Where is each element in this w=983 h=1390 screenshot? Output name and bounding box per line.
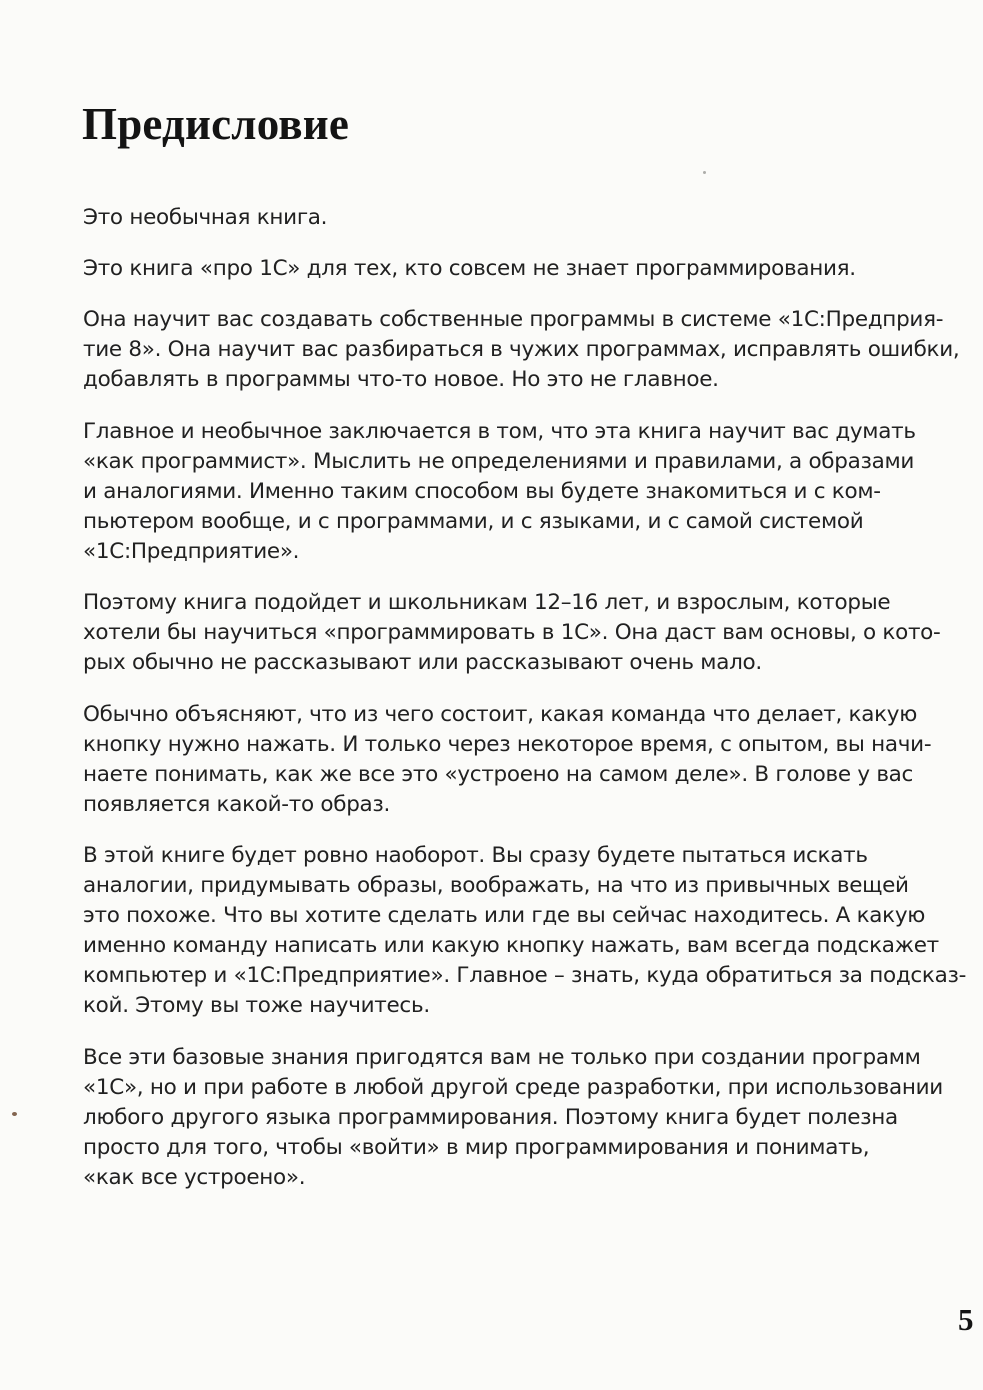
text-line: Она научит вас создавать собственные программы в системе «1С:Предприя- (83, 307, 944, 332)
paragraph (83, 254, 953, 284)
text-line: Это книга «про 1С» для тех, кто совсем не знает программирования. (83, 256, 856, 281)
paragraph (83, 203, 953, 233)
text-line: это похоже. Что вы хотите сделать или где вы сейчас находитесь. А какую (83, 903, 926, 928)
text-line: Обычно объясняют, что из чего состоит, какая команда что делает, какую (83, 701, 918, 727)
text-line: хотели бы научиться «программировать в 1С». Она даст вам основы, о кото- (83, 620, 941, 645)
text-line: «1С:Предприятие». (83, 538, 300, 564)
text-line: Это необычная книга. (83, 205, 328, 230)
text-line: Все эти базовые знания пригодятся вам не только при создании программ (83, 1044, 921, 1070)
text-line: Главное и необычное заключается в том, что эта книга научит вас думать (83, 418, 916, 444)
text-line: рых обычно не рассказывают или рассказывают очень мало. (83, 650, 762, 675)
text-line: именно команду написать или какую кнопку нажать, вам всегда подскажет (83, 933, 939, 958)
text-line: добавлять в программы что-то новое. Но это не главное. (83, 367, 719, 392)
text-line: «как программист». Мыслить не определениями и правилами, а образами (83, 448, 915, 474)
text-line: появляется какой-то образ. (83, 791, 391, 817)
text-line: «1С», но и при работе в любой другой среде разработки, при использовании (83, 1074, 943, 1100)
body-text (83, 203, 967, 1214)
text-line: любого другого языка программирования. Поэтому книга будет полезна (83, 1104, 898, 1130)
text-line: «как все устроено». (83, 1164, 306, 1190)
text-line: Поэтому книга подойдет и школьникам 12–16 лет, и взрослым, которые (83, 590, 891, 615)
text-line: пьютером вообще, и с программами, и с языками, и с самой системой (83, 508, 864, 534)
page-title: Предисловие (82, 99, 350, 149)
scan-speck (12, 1112, 17, 1116)
text-line: наете понимать, как же все это «устроено на самом деле». В голове у вас (83, 761, 914, 787)
scan-speck (703, 171, 706, 174)
text-line: В этой книге будет ровно наоборот. Вы сразу будете пытаться искать (83, 843, 868, 868)
text-line: компьютер и «1С:Предприятие». Главное – знать, куда обратиться за подсказ- (83, 963, 967, 988)
text-line: и аналогиями. Именно таким способом вы будете знакомиться и с ком- (83, 478, 881, 504)
text-line: просто для того, чтобы «войти» в мир программирования и понимать, (83, 1134, 870, 1160)
page-number: 5 (958, 1302, 974, 1337)
text-line: аналогии, придумывать образы, воображать, на что из привычных вещей (83, 873, 909, 898)
text-line: кой. Этому вы тоже научитесь. (83, 993, 430, 1018)
text-line: тие 8». Она научит вас разбираться в чужих программах, исправлять ошибки, (83, 337, 960, 362)
text-line: кнопку нужно нажать. И только через некоторое время, с опытом, вы начи- (83, 731, 932, 757)
